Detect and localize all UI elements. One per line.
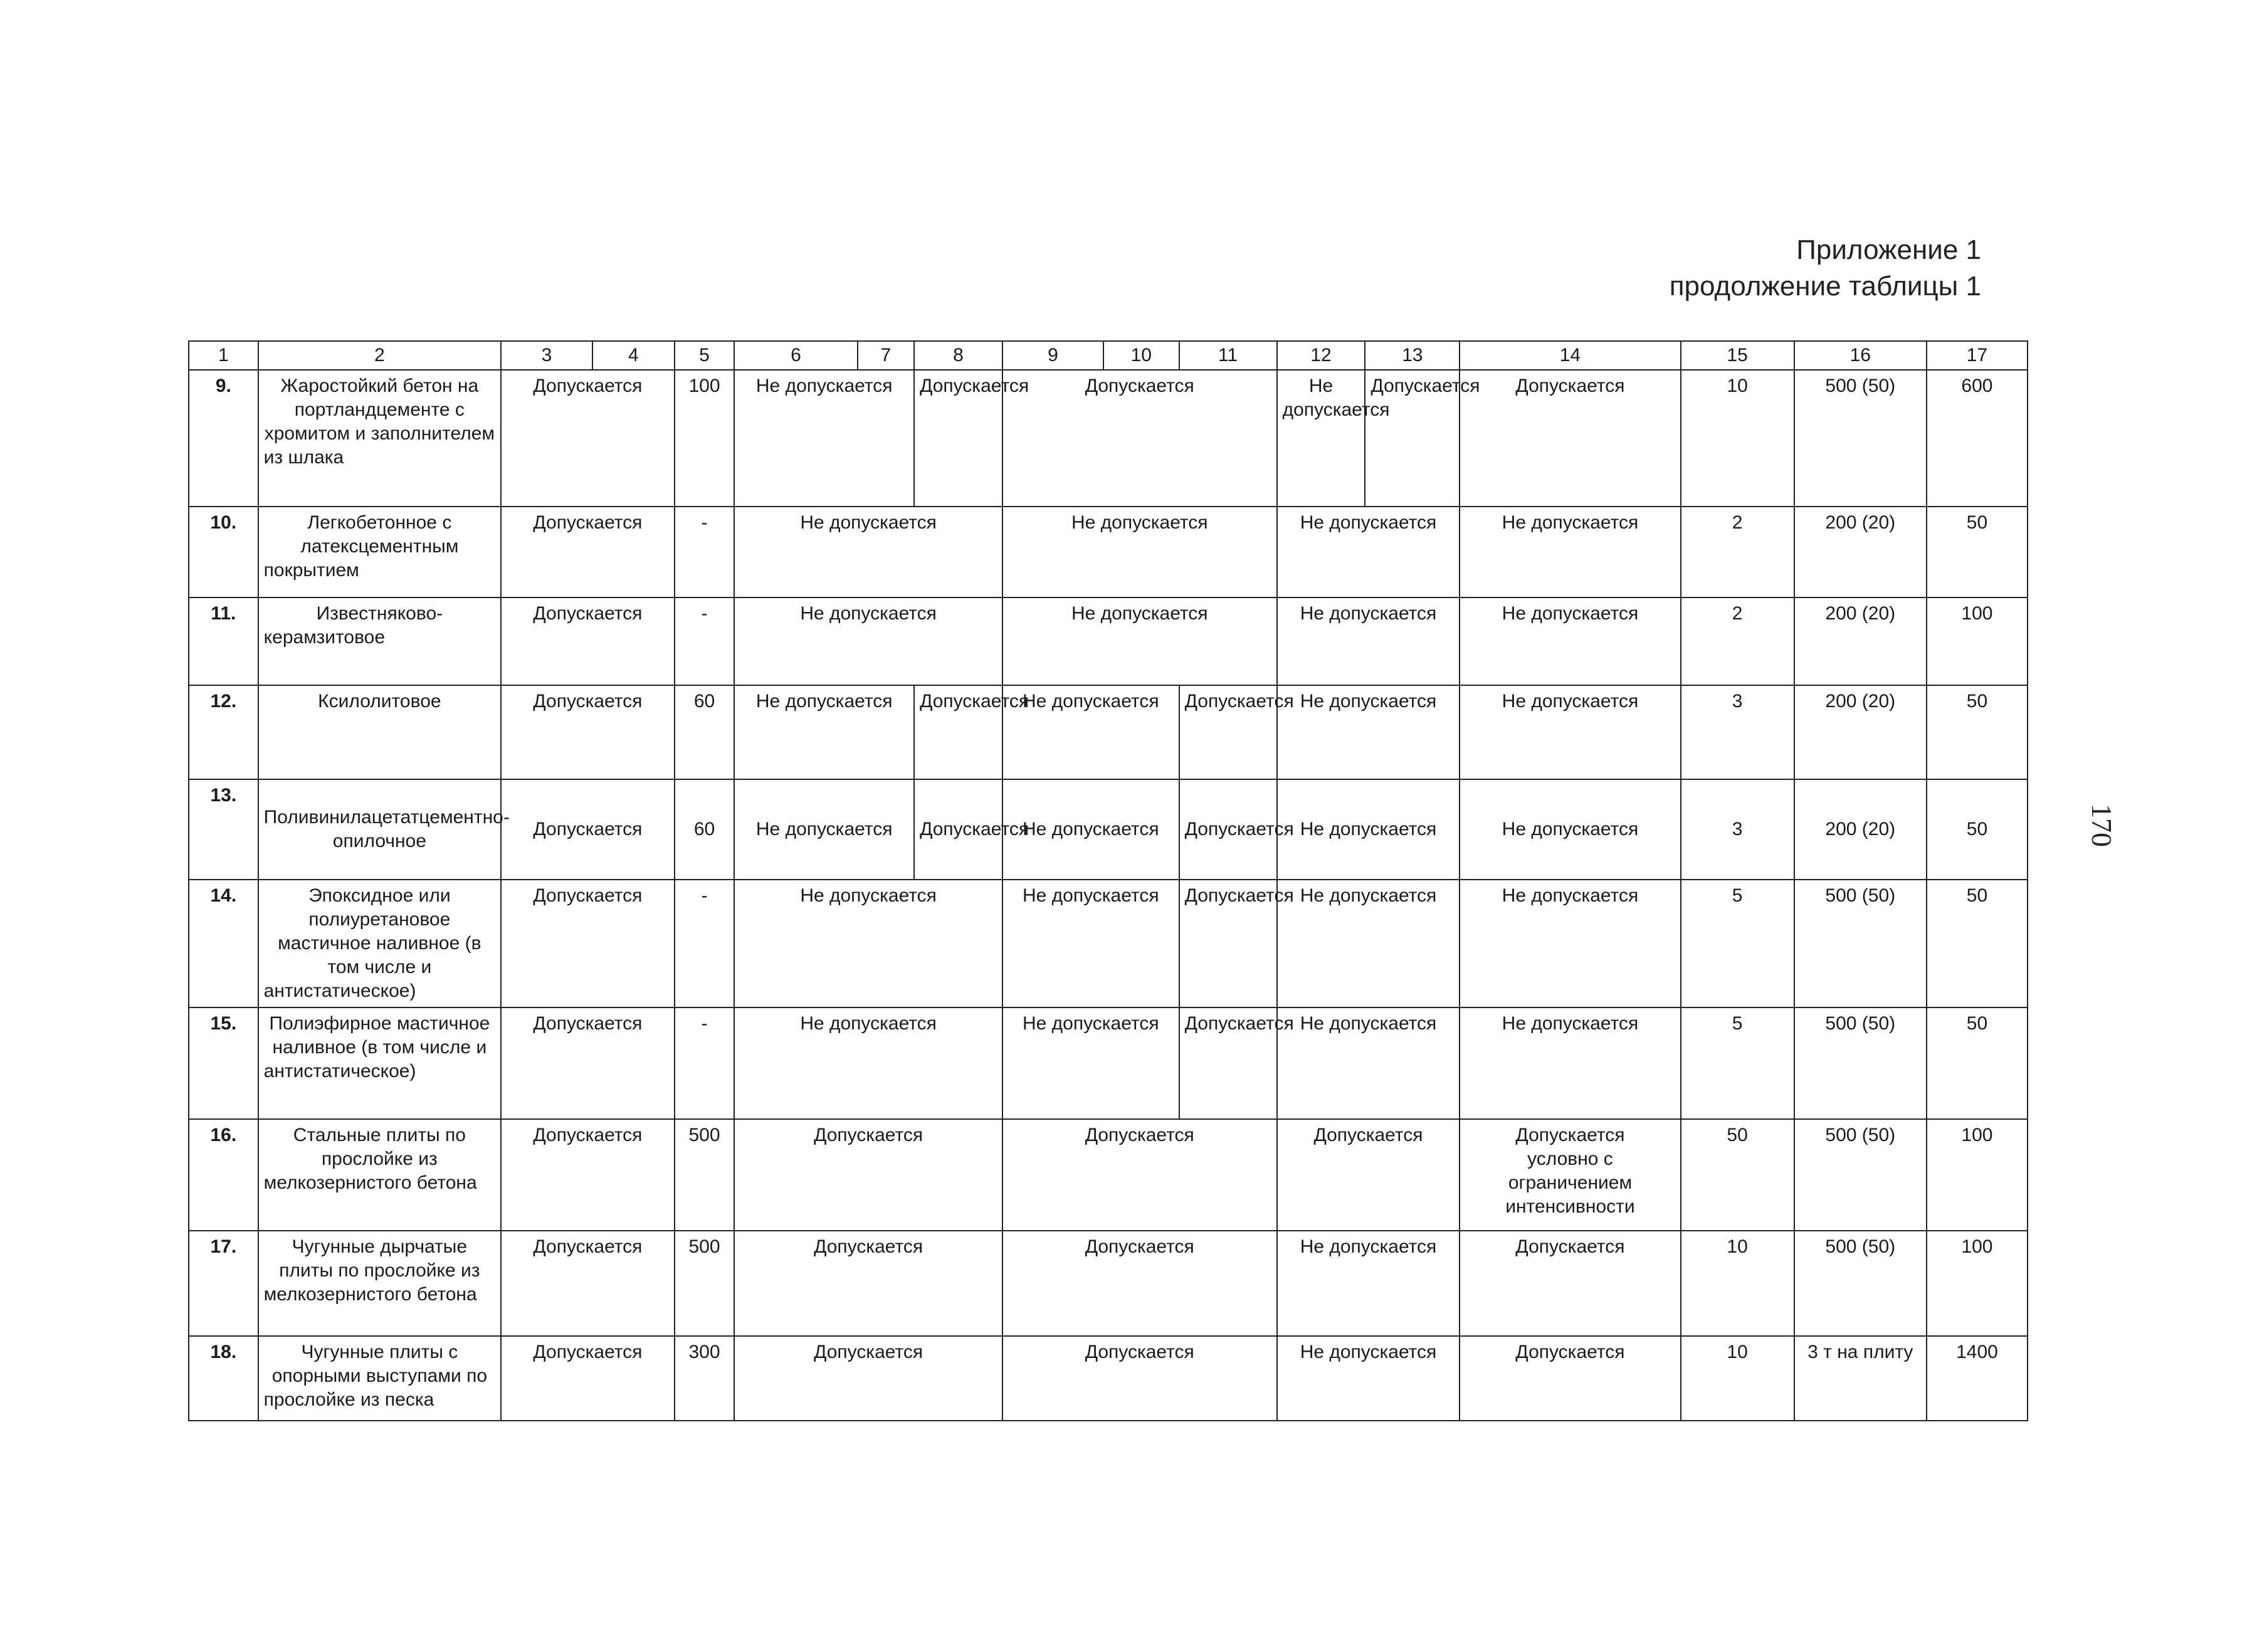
cell: 3 т на плиту: [1794, 1336, 1927, 1421]
cell: Допускается: [501, 1231, 675, 1336]
cell: Допускается: [914, 370, 1002, 507]
cell: 60: [675, 779, 735, 880]
cell: 500 (50): [1794, 1008, 1927, 1119]
col-header: 5: [675, 341, 735, 370]
cell: [1460, 1119, 1680, 1231]
cell: 5: [1681, 880, 1794, 1008]
col-header: 14: [1460, 341, 1680, 370]
row-number: 9.: [189, 370, 258, 507]
cell: Допускается: [1460, 1336, 1680, 1421]
cell: Не допускается: [734, 597, 1002, 685]
cell: Допускается: [501, 685, 675, 779]
col-header: 17: [1927, 341, 2028, 370]
cell: Не допускается: [734, 880, 1002, 1008]
cell: Не допускается: [734, 779, 914, 880]
cell: Не допускается: [734, 685, 914, 779]
cell: Допускается: [501, 880, 675, 1008]
cell: -: [675, 597, 735, 685]
cell: Не допускается: [734, 507, 1002, 597]
cell: 200 (20): [1794, 597, 1927, 685]
col-header: 15: [1681, 341, 1794, 370]
material-name: Полиэфирное мастичное наливное (в том числе и антистатическое): [258, 1008, 501, 1119]
cell: 500: [675, 1119, 735, 1231]
materials-table: [188, 340, 2028, 1421]
col-header: 8: [914, 341, 1002, 370]
cell: Не допускается: [1277, 685, 1460, 779]
row-number: 18.: [189, 1336, 258, 1421]
cell: Допускается: [1179, 880, 1277, 1008]
material-name: Легкобетонное с латексцементным покрытием: [258, 507, 501, 597]
col-header: 16: [1794, 341, 1927, 370]
cell: 500 (50): [1794, 880, 1927, 1008]
cell: Допускается: [1277, 1119, 1460, 1231]
cell: Допускается: [914, 685, 1002, 779]
cell: Допускается: [734, 1231, 1002, 1336]
material-name: Известняково-керамзитовое: [258, 597, 501, 685]
row-number: 16.: [189, 1119, 258, 1231]
row-number: 10.: [189, 507, 258, 597]
col-header: 10: [1103, 341, 1179, 370]
cell: 3: [1681, 779, 1794, 880]
cell: Не допускается: [734, 1008, 1002, 1119]
cell: Не допускается: [1277, 1008, 1460, 1119]
cell: Допускается: [1179, 1008, 1277, 1119]
row-number: 11.: [189, 597, 258, 685]
cell: -: [675, 1008, 735, 1119]
cell: Допускается: [1002, 1119, 1277, 1231]
cell: Не допускается: [734, 370, 914, 507]
cell: Не допускается: [1460, 597, 1680, 685]
column-number-row: [189, 341, 2028, 370]
cell: Не допускается: [1277, 370, 1365, 507]
cell: 500 (50): [1794, 1231, 1927, 1336]
cell: Не допускается: [1277, 1231, 1460, 1336]
cell: Не допускается: [1002, 507, 1277, 597]
cell: 200 (20): [1794, 685, 1927, 779]
table-row: [189, 880, 2028, 1008]
cell: 200 (20): [1794, 779, 1927, 880]
col-header: 4: [592, 341, 675, 370]
cell: Не допускается: [1277, 1336, 1460, 1421]
row-number: 17.: [189, 1231, 258, 1336]
cell: 100: [675, 370, 735, 507]
cell: 10: [1681, 1336, 1794, 1421]
cell: Допускается: [1002, 1231, 1277, 1336]
cell: Не допускается: [1277, 880, 1460, 1008]
col-header: 13: [1365, 341, 1460, 370]
table-row: [189, 779, 2028, 880]
cell: Не допускается: [1002, 1008, 1179, 1119]
cell: Допускается: [501, 1336, 675, 1421]
col-header: 12: [1277, 341, 1365, 370]
col-header: 7: [858, 341, 915, 370]
cell: 500 (50): [1794, 1119, 1927, 1231]
cell: 600: [1927, 370, 2028, 507]
cell: Допускается: [1179, 779, 1277, 880]
cell: Допускается: [914, 779, 1002, 880]
material-name: Жаростойкий бетон на портландцементе с хромитом и заполнителем из шлака: [258, 370, 501, 507]
cell: 50: [1927, 779, 2028, 880]
cell: Допускается: [501, 1008, 675, 1119]
cell: Не допускается: [1277, 597, 1460, 685]
table-row: [189, 1231, 2028, 1336]
cell: Не допускается: [1002, 779, 1179, 880]
cell-value: Допускается: [1515, 1125, 1625, 1145]
cell: 10: [1681, 370, 1794, 507]
cell: Не допускается: [1002, 597, 1277, 685]
cell: 100: [1927, 597, 2028, 685]
cell: -: [675, 507, 735, 597]
cell: Допускается: [501, 370, 675, 507]
material-name: Поливинилацетатцементно-опилочное: [258, 779, 501, 880]
cell: Не допускается: [1460, 1008, 1680, 1119]
table-row: [189, 507, 2028, 597]
cell: Допускается: [1460, 1231, 1680, 1336]
row-number: 14.: [189, 880, 258, 1008]
cell: Не допускается: [1002, 685, 1179, 779]
table-row: [189, 1336, 2028, 1421]
appendix-subtitle: продолжение таблицы 1: [1669, 271, 1981, 302]
cell: Допускается: [1002, 370, 1277, 507]
table-row: [189, 370, 2028, 507]
cell: Допускается: [501, 779, 675, 880]
cell: Допускается: [1365, 370, 1460, 507]
col-header: 2: [258, 341, 501, 370]
cell: Допускается: [501, 1119, 675, 1231]
cell: 100: [1927, 1231, 2028, 1336]
cell: 200 (20): [1794, 507, 1927, 597]
cell: Не допускается: [1277, 779, 1460, 880]
table-row: [189, 1008, 2028, 1119]
col-header: 6: [734, 341, 857, 370]
cell: Не допускается: [1002, 880, 1179, 1008]
material-name: Ксилолитовое: [258, 685, 501, 779]
cell-note: условно с ограничением интенсивности: [1505, 1149, 1635, 1217]
cell: Не допускается: [1460, 507, 1680, 597]
cell: 3: [1681, 685, 1794, 779]
material-name: Стальные плиты по прослойке из мелкозернистого бетона: [258, 1119, 501, 1231]
cell: 50: [1681, 1119, 1794, 1231]
row-number: 12.: [189, 685, 258, 779]
material-name: Чугунные плиты с опорными выступами по прослойке из песка: [258, 1336, 501, 1421]
cell: 100: [1927, 1119, 2028, 1231]
cell: 2: [1681, 507, 1794, 597]
cell: Не допускается: [1460, 880, 1680, 1008]
material-name: Эпоксидное или полиуретановое мастичное наливное (в том числе и антистатическое): [258, 880, 501, 1008]
cell: -: [675, 880, 735, 1008]
col-header: 3: [501, 341, 592, 370]
cell: 5: [1681, 1008, 1794, 1119]
cell: 50: [1927, 880, 2028, 1008]
cell: Не допускается: [1277, 507, 1460, 597]
cell: Допускается: [501, 507, 675, 597]
cell: 50: [1927, 685, 2028, 779]
cell: 2: [1681, 597, 1794, 685]
cell: Допускается: [1460, 370, 1680, 507]
cell: Допускается: [734, 1119, 1002, 1231]
cell: 50: [1927, 507, 2028, 597]
cell: 500 (50): [1794, 370, 1927, 507]
cell: 10: [1681, 1231, 1794, 1336]
page-number: 170: [2086, 804, 2118, 847]
cell: Допускается: [1002, 1336, 1277, 1421]
col-header: 11: [1179, 341, 1277, 370]
appendix-heading: [1670, 232, 1981, 305]
cell: 500: [675, 1231, 735, 1336]
cell: Не допускается: [1460, 685, 1680, 779]
appendix-title: Приложение 1: [1796, 234, 1981, 265]
cell: 1400: [1927, 1336, 2028, 1421]
col-header: 9: [1002, 341, 1103, 370]
col-header: 1: [189, 341, 258, 370]
cell: Не допускается: [1460, 779, 1680, 880]
cell: 300: [675, 1336, 735, 1421]
cell: Допускается: [501, 597, 675, 685]
table-row: [189, 597, 2028, 685]
table-row: [189, 685, 2028, 779]
cell: Допускается: [1179, 685, 1277, 779]
cell: 60: [675, 685, 735, 779]
cell: 50: [1927, 1008, 2028, 1119]
table-row: [189, 1119, 2028, 1231]
material-name: Чугунные дырчатые плиты по прослойке из мелкозернистого бетона: [258, 1231, 501, 1336]
cell: Допускается: [734, 1336, 1002, 1421]
row-number: 15.: [189, 1008, 258, 1119]
row-number: 13.: [189, 779, 258, 880]
